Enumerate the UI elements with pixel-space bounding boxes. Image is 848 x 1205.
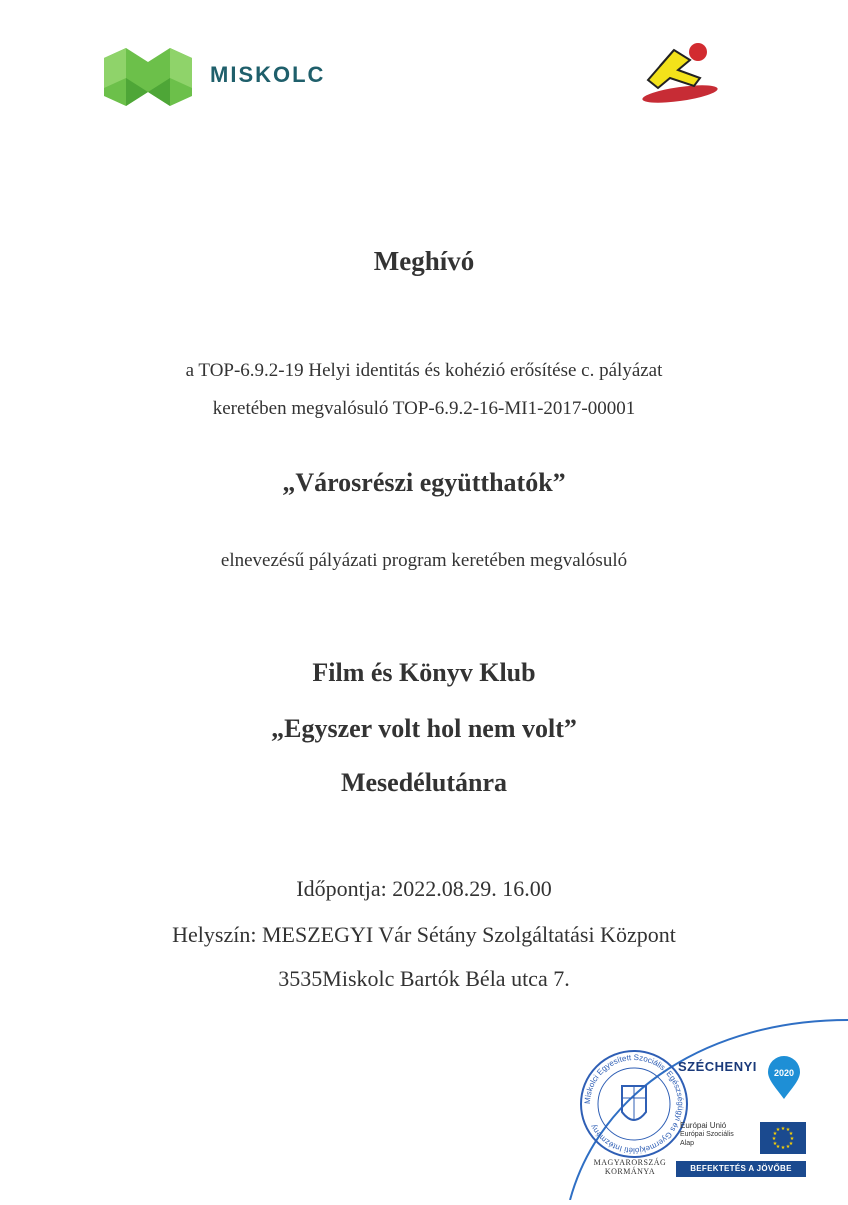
svg-text:★: ★ xyxy=(780,1145,786,1151)
szechenyi-label: SZÉCHENYI xyxy=(678,1059,757,1074)
szechenyi-2020-pin-icon xyxy=(766,1056,802,1100)
event-subtitle: „Egyszer volt hol nem volt” xyxy=(271,714,577,743)
snowboarder-icon xyxy=(640,40,720,106)
eu-label xyxy=(680,1121,734,1148)
event-venue: Helyszín: MESZEGYI Vár Sétány Szolgáltatási Központ xyxy=(172,922,676,947)
intro-line-1: a TOP-6.9.2-19 Helyi identitás és kohézió erősítése c. pályázat xyxy=(185,360,663,381)
svg-text:★: ★ xyxy=(771,1136,777,1142)
intro-line-2: keretében megvalósuló TOP-6.9.2-16-MI1-2017-00001 xyxy=(212,398,636,419)
snowboarder-logo xyxy=(640,40,720,106)
invest-future-banner: BEFEKTETÉS A JÖVŐBE xyxy=(676,1161,806,1177)
svg-text:★: ★ xyxy=(785,1144,791,1150)
svg-text:★: ★ xyxy=(775,1144,781,1150)
government-label xyxy=(590,1158,670,1176)
eu-label-line1: Európai Unió xyxy=(680,1121,727,1130)
event-address: 3535Miskolc Bartók Béla utca 7. xyxy=(278,966,570,991)
svg-text:★: ★ xyxy=(785,1127,791,1133)
svg-text:★: ★ xyxy=(772,1131,778,1137)
institution-stamp xyxy=(578,1048,690,1160)
eu-flag-icon xyxy=(760,1122,806,1154)
svg-text:★: ★ xyxy=(788,1131,794,1137)
government-label-line1: MAGYARORSZÁG xyxy=(593,1158,667,1167)
stamp-circle-text: Miskolci Egyesített Szociális, Egészségügyi és Gyermekjóléti Intézmény xyxy=(582,1052,686,1156)
project-name: „Városrészi együtthatók” xyxy=(282,468,566,497)
event-time: Időpontja: 2022.08.29. 16.00 xyxy=(296,876,552,901)
svg-text:★: ★ xyxy=(780,1126,786,1132)
szechenyi-year: 2020 xyxy=(773,1068,795,1078)
event-name: Film és Könyv Klub xyxy=(312,658,536,687)
miskolc-logo-text: MISKOLC xyxy=(210,62,326,87)
event-type: Mesedélutánra xyxy=(340,768,508,797)
svg-text:★: ★ xyxy=(789,1136,795,1142)
svg-text:★: ★ xyxy=(772,1141,778,1147)
eu-label-line3: Alap xyxy=(680,1140,695,1147)
miskolc-logo xyxy=(104,48,344,106)
svg-text:★: ★ xyxy=(775,1127,781,1133)
program-line: elnevezésű pályázati program keretében megvalósuló xyxy=(220,550,628,571)
svg-text:★: ★ xyxy=(788,1141,794,1147)
government-label-line2: KORMÁNYA xyxy=(604,1167,656,1176)
eu-label-line2: Európai Szociális xyxy=(680,1131,734,1138)
miskolc-m-icon xyxy=(104,48,204,106)
invitation-title: Meghívó xyxy=(373,246,475,276)
coat-of-arms-icon xyxy=(622,1086,646,1120)
